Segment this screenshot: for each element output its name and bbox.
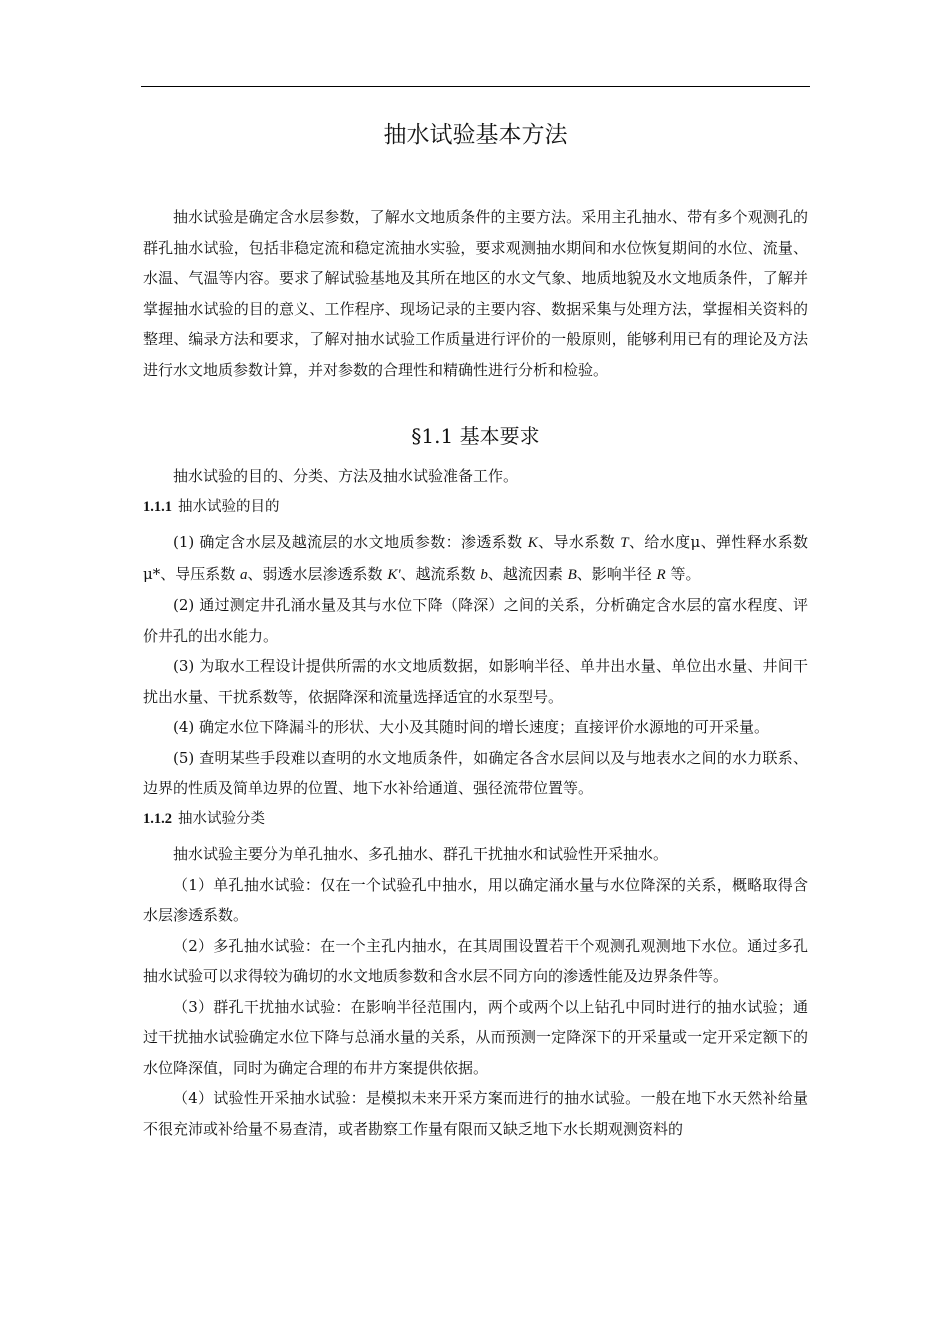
subsection-number: 1.1.2 (143, 810, 172, 827)
symbol-a: a (240, 566, 248, 583)
classification-item-3: （3）群孔干扰抽水试验：在影响半径范围内，两个或两个以上钻孔中同时进行的抽水试验；通过干扰抽水试验确定水位下降与总涌水量的关系，从而预测一定降深下的开采量或一定开采定额下的水位降深值，同时为确定合理的布井方案提供依据。 (143, 997, 808, 1077)
classification-item-2: （2）多孔抽水试验：在一个主孔内抽水，在其周围设置若干个观测孔观测地下水位。通过多孔抽水试验可以求得较为确切的水文地质参数和含水层不同方向的渗透性能及边界条件等。 (143, 936, 808, 985)
purpose-item-2: (2) 通过测定井孔涌水量及其与水位下降（降深）之间的关系，分析确定含水层的富水程度、评价井孔的出水能力。 (143, 596, 808, 645)
document-title: 抽水试验基本方法 (383, 122, 568, 148)
subsection-title: 抽水试验分类 (178, 810, 265, 827)
section-intro: 抽水试验的目的、分类、方法及抽水试验准备工作。 (173, 467, 519, 485)
symbol-T: T (620, 535, 629, 551)
subsection-heading-1-1-2 (143, 804, 808, 835)
classification-item-1: （1）单孔抽水试验：仅在一个试验孔中抽水，用以确定涌水量与水位降深的关系，概略取得含水层渗透系数。 (143, 875, 808, 924)
symbol-b: b (480, 566, 488, 583)
header-rule (141, 86, 810, 87)
subsection-number: 1.1.1 (143, 498, 172, 515)
section-heading-1-1: §1.1 基本要求 (411, 424, 540, 448)
symbol-R: R (656, 566, 666, 583)
subsection-title: 抽水试验的目的 (178, 498, 280, 515)
symbol-K: K (527, 535, 538, 551)
purpose-item-3: (3) 为取水工程设计提供所需的水文地质数据，如影响半径、单井出水量、单位出水量、井间干扰出水量、干扰系数等，依据降深和流量选择适宜的水泵型号。 (143, 657, 808, 706)
purpose-item-4: (4) 确定水位下降漏斗的形状、大小及其随时间的增长速度；直接评价水源地的可开采量。 (173, 718, 770, 736)
classification-item-4: （4）试验性开采抽水试验：是模拟未来开采方案而进行的抽水试验。一般在地下水天然补给量不很充沛或补给量不易查清，或者勘察工作量有限而又缺乏地下水长期观测资料的 (143, 1089, 808, 1138)
symbol-B: B (567, 566, 577, 583)
subsection-heading-1-1-1 (143, 492, 808, 523)
abstract-paragraph: 抽水试验是确定含水层参数，了解水文地质条件的主要方法。采用主孔抽水、带有多个观测孔的群孔抽水试验，包括非稳定流和稳定流抽水实验，要求观测抽水期间和水位恢复期间的水位、流量、水温、气温等内容。要求了解试验基地及其所在地区的水文气象、地质地貌及水文地质条件，了解并掌握抽水试验的目的意义、工作程序、现场记录的主要内容、数据采集与处理方法，掌握相关资料的整理、编录方法和要求，了解对抽水试验工作质量进行评价的一般原则，能够利用已有的理论及方法进行水文地质参数计算，并对参数的合理性和精确性进行分析和检验。 (143, 208, 808, 379)
purpose-item-5: (5) 查明某些手段难以查明的水文地质条件，如确定各含水层间以及与地表水之间的水力联系、边界的性质及简单边界的位置、地下水补给通道、强径流带位置等。 (143, 748, 808, 797)
classification-intro: 抽水试验主要分为单孔抽水、多孔抽水、群孔干扰抽水和试验性开采抽水。 (173, 845, 669, 863)
symbol-K-prime: K' (387, 566, 401, 583)
purpose-item-1: (1) 确定含水层及越流层的水文地质参数：渗透系数 K、导水系数 T、给水度μ、弹性释水系数μ*、导压系数 a、弱透水层渗透系数 K'、越流系数 b、越流因素 B、影响半径 R 等。 (143, 533, 808, 583)
abstract-section (143, 202, 808, 385)
document-body (143, 114, 808, 1144)
